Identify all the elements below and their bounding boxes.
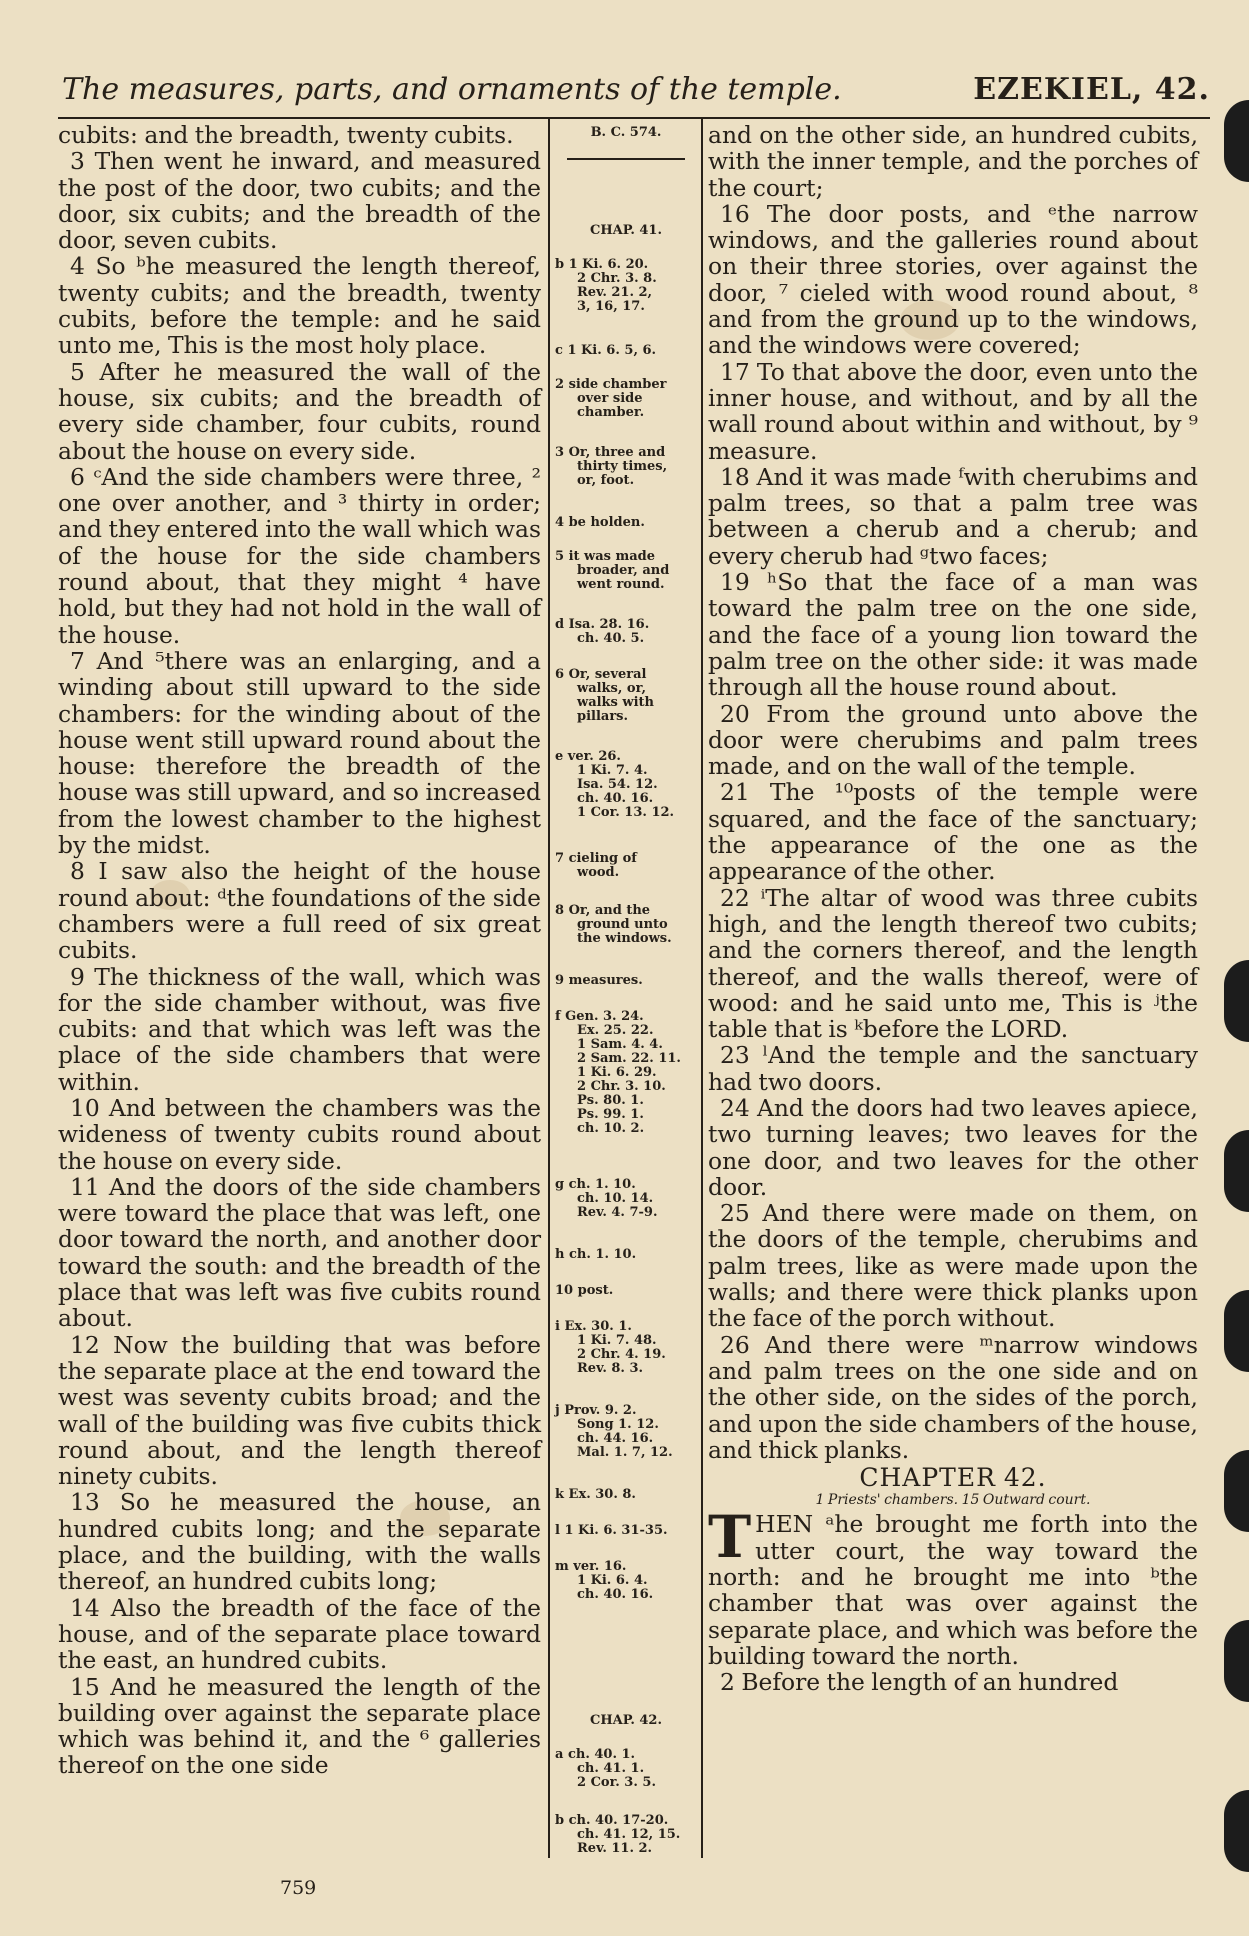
page-number: 759 <box>280 1877 317 1899</box>
left-text-column <box>58 122 541 1779</box>
reference-note: j Prov. 9. 2. Song 1. 12. ch. 44. 16. Mal. 1. 7, 12. <box>555 1403 673 1460</box>
verse-paragraph: 24 And the doors had two leaves apiece, two turning leaves; two leaves for the one door, and two leaves for the other door. <box>708 1093 1198 1201</box>
reference-note: b ch. 40. 17-20. ch. 41. 12, 15. Rev. 11. 2. <box>555 1813 681 1856</box>
verse-paragraph: cubits: and the breadth, twenty cubits. <box>58 121 514 149</box>
drop-cap: T <box>708 1503 752 1572</box>
running-title: The measures, parts, and ornaments of the temple. <box>62 72 842 107</box>
chapter-41-label: CHAP. 41. <box>589 223 662 238</box>
column-divider-left <box>548 118 550 1858</box>
reference-note: l 1 Ki. 6. 31-35. <box>555 1523 668 1538</box>
verse-paragraph: 23 ˡAnd the temple and the sanctuary had two doors. <box>708 1041 1198 1096</box>
thumb-tab[interactable] <box>1224 1450 1249 1532</box>
marginal-reading: 5 it was made broader, and went round. <box>555 549 670 592</box>
reference-note: m ver. 16. 1 Ki. 6. 4. ch. 40. 16. <box>555 1559 654 1602</box>
thumb-index-tabs <box>1210 0 1249 1936</box>
thumb-tab[interactable] <box>1224 1790 1249 1872</box>
thumb-tab[interactable] <box>1224 960 1249 1042</box>
verse-paragraph: 4 So ᵇhe measured the length thereof, twenty cubits; and the breadth, twenty cubits, before the temple: and he said unto me, This is the most holy place. <box>58 252 541 360</box>
verse-paragraph: 12 Now the building that was before the separate place at the end toward the west was seventy cubits broad; and the wall of the building was five cubits thick round about, and the length thereof ninety cubits. <box>58 1330 541 1491</box>
book-chapter-title: EZEKIEL, 42. <box>973 72 1210 107</box>
verse-paragraph: 22 ⁱThe altar of wood was three cubits high, and the length thereof two cubits; and the corners thereof, and the length thereof, and the walls thereof, were of wood: and he said unto me, This is ʲthe table that is ᵏbefore the LORD. <box>708 883 1198 1044</box>
reference-note: g ch. 1. 10. ch. 10. 14. Rev. 4. 7-9. <box>555 1177 658 1220</box>
verse-paragraph: 21 The ¹⁰posts of the temple were squared, and the face of the sanctuary; the appearance of the one as the appearance of the other. <box>708 778 1198 886</box>
header-rule <box>58 117 1210 119</box>
reference-note: f Gen. 3. 24. Ex. 25. 22. 1 Sam. 4. 4. 2 Sam. 22. 11. 1 Ki. 6. 29. 2 Chr. 3. 10. Ps. 80. 1. Ps. 99. 1. ch. 10. 2. <box>555 1009 681 1136</box>
reference-note: b 1 Ki. 6. 20. 2 Chr. 3. 8. Rev. 21. 2, 3, 16, 17. <box>555 257 657 314</box>
verse-paragraph <box>708 1503 1198 1670</box>
marginal-reading: 2 side chamber over side chamber. <box>555 377 667 420</box>
verse-paragraph: 15 And he measured the length of the building over against the separate place which was behind it, and the ⁶ galleries thereof on the one side <box>58 1672 541 1780</box>
chapter-summary: 1 Priests' chambers. 15 Outward court. <box>815 1492 1091 1509</box>
thumb-tab[interactable] <box>1224 1620 1249 1702</box>
verse-paragraph: 19 ʰSo that the face of a man was toward the palm tree on the one side, and the face of a young lion toward the palm tree on the other side: it was made through all the house round about. <box>708 568 1198 702</box>
verse-paragraph: 10 And between the chambers was the wideness of twenty cubits round about the house on every side. <box>58 1093 541 1175</box>
reference-note: a ch. 40. 1. ch. 41. 1. 2 Cor. 3. 5. <box>555 1747 656 1790</box>
verse-paragraph: 16 The door posts, and ᵉthe narrow windows, and the galleries round about on their three stories, over against the door, ⁷ cieled with wood round about, ⁸ and from the ground up to the windows, and the windows were covered; <box>708 199 1198 360</box>
marginal-reading: 9 measures. <box>555 973 643 988</box>
marginal-reading: 6 Or, several walks, or, walks with pillars. <box>555 667 654 724</box>
reference-note: c 1 Ki. 6. 5, 6. <box>555 343 657 358</box>
marginal-reading: 4 be holden. <box>555 515 645 530</box>
verse-text: HEN ᵃhe brought me forth into the utter court, the way toward the north: and he brought me into ᵇthe chamber that was over against the separate place, and which was before the building toward the north. <box>708 1510 1198 1670</box>
thumb-tab[interactable] <box>1224 1130 1249 1212</box>
marginal-reading: 10 post. <box>555 1283 614 1298</box>
marginal-reading: 3 Or, three and thirty times, or, foot. <box>555 445 668 488</box>
verse-paragraph: 2 Before the length of an hundred <box>720 1668 1119 1697</box>
verse-paragraph: 20 From the ground unto above the door were cherubims and palm trees made, and on the wall of the temple. <box>708 699 1198 781</box>
reference-note: i Ex. 30. 1. 1 Ki. 7. 48. 2 Chr. 4. 19. Rev. 8. 3. <box>555 1319 666 1376</box>
verse-paragraph: 3 Then went he inward, and measured the post of the door, two cubits; and the door, six cubits; and the breadth of the door, seven cubits. <box>58 147 541 255</box>
thumb-tab[interactable] <box>1224 100 1249 182</box>
era-label: B. C. 574. <box>590 125 662 140</box>
verse-paragraph: 6 ᶜAnd the side chambers were three, ² one over another, and ³ thirty in order; and they entered into the wall which was of the house for the side chambers round about, that they might ⁴ have hold, but they had not hold in the wall of the house. <box>58 462 541 649</box>
verse-paragraph: 13 So he measured the house, an hundred cubits long; and the separate place, and the building, with the walls thereof, an hundred cubits long; <box>58 1488 541 1596</box>
verse-paragraph: 17 To that above the door, even unto the inner house, and without, and by all the wall round about within and without, by ⁹ measure. <box>708 357 1198 465</box>
verse-paragraph: 9 The thickness of the wall, which was for the side chamber without, was five cubits: and that which was left was the place of the side chambers that were within. <box>58 962 541 1096</box>
thumb-tab[interactable] <box>1224 1290 1249 1372</box>
verse-paragraph: 26 And there were ᵐnarrow windows and palm trees on the one side and on the other side, on the sides of the porch, and upon the side chambers of the house, and thick planks. <box>708 1330 1198 1464</box>
chapter-heading: CHAPTER 42. <box>859 1463 1047 1493</box>
margin-rule <box>567 158 685 160</box>
reference-note: d Isa. 28. 16. ch. 40. 5. <box>555 617 650 646</box>
running-header <box>62 72 1210 116</box>
verse-paragraph: 5 After he measured the wall of the house, six cubits; and the breadth of every side chamber, four cubits, round about the house on every side. <box>58 357 541 465</box>
verse-paragraph: 7 And ⁵there was an enlarging, and a winding about still upward to the side chambers: for the winding about of the house went still upward round about the house: therefore the breadth of the house was still upward, and so increased from the lowest chamber to the highest by the midst. <box>58 646 541 860</box>
verse-paragraph: 8 I saw also the height of the house round about: ᵈthe foundations of the side chambers were a full reed of six great cubits. <box>58 857 541 965</box>
verse-paragraph: 18 And it was made ᶠwith cherubims and palm trees, so that a palm tree was between a cherub and a cherub; and every cherub had ᵍtwo faces; <box>708 462 1198 570</box>
verse-paragraph: 14 Also the breadth of the face of the house, and of the separate place toward the east, an hundred cubits. <box>58 1593 541 1675</box>
reference-note: h ch. 1. 10. <box>555 1247 637 1262</box>
marginal-reading: 7 cieling of wood. <box>555 851 637 880</box>
verse-paragraph: 11 And the doors of the side chambers were toward the place that was left, one door toward the north, and another door toward the south: and the breadth of the place that was left was five cubits round about. <box>58 1172 541 1333</box>
column-divider-right <box>701 118 703 1858</box>
verse-paragraph: 25 And there were made on them, on the doors of the temple, cherubims and palm trees, like as were made upon the walls; and there were thick planks upon the face of the porch without. <box>708 1199 1198 1333</box>
reference-note: k Ex. 30. 8. <box>555 1487 636 1502</box>
verse-paragraph: and on the other side, an hundred cubits, with the inner temple, and the porches of the court; <box>708 121 1198 202</box>
right-text-column <box>708 122 1198 1696</box>
marginal-reading: 8 Or, and the ground unto the windows. <box>555 903 672 946</box>
chapter-42-label: CHAP. 42. <box>589 1713 662 1728</box>
reference-note: e ver. 26. 1 Ki. 7. 4. Isa. 54. 12. ch. 40. 16. 1 Cor. 13. 12. <box>555 749 675 820</box>
